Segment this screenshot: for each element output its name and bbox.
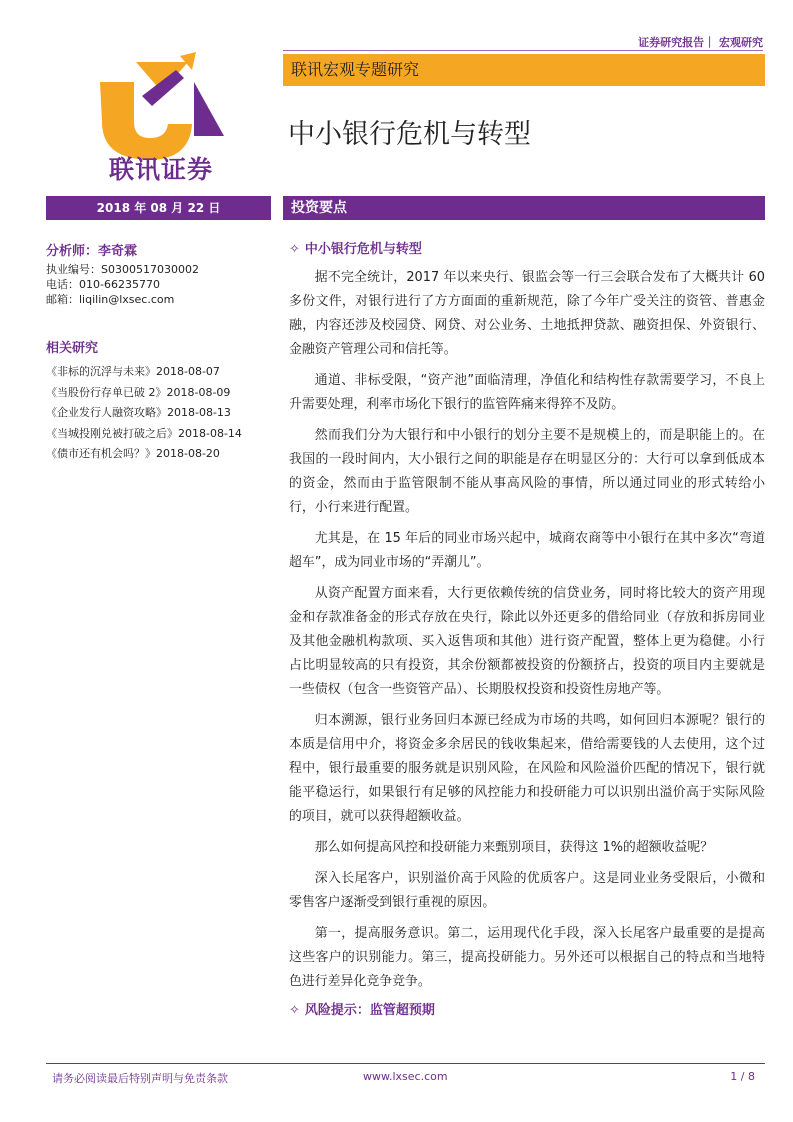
body-paragraph: 通道、非标受限，“资产池”面临清理，净值化和结构性存款需要学习，不良上升需要处理，利率市场化下银行的监管阵痛来得猝不及防。 bbox=[289, 373, 765, 412]
section-title-text: 中小银行危机与转型 bbox=[304, 242, 422, 257]
body-paragraph: 深入长尾客户，识别溢价高于风险的优质客户。这是同业业务受限后，小微和零售客户逐渐受到银行重视的原因。 bbox=[289, 871, 765, 910]
related-research-item: 《债市还有机会吗？》2018-08-20 bbox=[46, 447, 220, 460]
logo-wordmark: 联讯证券 bbox=[108, 155, 213, 184]
related-research-item: 《当股份行存单已破 2》2018-08-09 bbox=[46, 385, 231, 399]
footer-divider bbox=[46, 1063, 765, 1064]
header-divider bbox=[283, 50, 763, 51]
body-paragraph: 尤其是，在 15 年后的同业市场兴起中，城商农商等中小银行在其中多次“弯道超车”，成为同业市场的“弄潮儿”。 bbox=[289, 531, 765, 570]
page-number: 1 / 8 bbox=[730, 1070, 755, 1083]
body-paragraph: 第一，提高服务意识。第二，运用现代化手段，深入长尾客户最重要的是提高这些客户的识别能力。第三，提高投研能力。另外还可以根据自己的特点和当地特色进行差异化竞争竞争。 bbox=[289, 926, 765, 989]
body-paragraph: 然而我们分为大银行和中小银行的划分主要不是规模上的，而是职能上的。在我国的一段时间内，大小银行之间的职能是存在明显区分的：大行可以拿到低成本的资金，然而由于监管限制不能从事高风险的事情，所以通过同业的形式转给小行，小行来进行配置。 bbox=[289, 428, 765, 515]
related-research-item: 《当城投刚兑被打破之后》2018-08-14 bbox=[46, 426, 242, 440]
body-paragraph: 从资产配置方面来看，大行更依赖传统的信贷业务，同时将比较大的资产用现金和存款准备金的形式存放在央行，除此以外还更多的借给同业（存放和拆房同业及其他金融机构款项、买入返售项和其他）进行资产配置，整体上更为稳健。小行占比明显较高的只有投资，其余份额都被投资的份额挤占，投资的项目内主要就是一些债权（包含一些资管产品）、长期股权投资和投资性房地产等。 bbox=[289, 586, 765, 697]
series-banner: 联讯宏观专题研究 bbox=[283, 54, 765, 86]
diamond-bullet-icon: ✧ bbox=[289, 1003, 300, 1018]
report-category-tag: 证券研究报告｜ 宏观研究 bbox=[638, 36, 763, 49]
risk-heading bbox=[289, 1001, 765, 1021]
analyst-phone: 电话：010-66235770 bbox=[46, 278, 160, 291]
body-paragraph: 那么如何提高风控和投研能力来甄别项目，获得这 1%的超额收益呢？ bbox=[314, 840, 714, 855]
sidebar bbox=[46, 244, 271, 465]
footer-disclaimer: 请务必阅读最后特别声明与免责条款 bbox=[52, 1072, 228, 1085]
analyst-email: 邮箱：liqilin@lxsec.com bbox=[46, 293, 175, 306]
diamond-bullet-icon: ✧ bbox=[289, 242, 300, 257]
main-content bbox=[289, 240, 765, 1027]
investment-highlights-bar: 投资要点 bbox=[283, 196, 765, 220]
section-heading bbox=[289, 240, 765, 260]
analyst-license: 执业编号：S0300517030002 bbox=[46, 263, 199, 276]
body-paragraph: 归本溯源，银行业务回归本源已经成为市场的共鸣，如何回归本源呢？银行的本质是信用中介，将资金多余居民的钱收集起来，借给需要钱的人去使用，这个过程中，银行最重要的服务就是识别风险，在风险和风险溢价匹配的情况下，银行就能平稳运行，如果银行有足够的风控能力和投研能力可以识别出溢价高于实际风险的项目，就可以获得超额收益。 bbox=[289, 713, 765, 824]
analyst-name: 分析师：李奇霖 bbox=[46, 244, 138, 259]
risk-title-text: 风险提示：监管超预期 bbox=[304, 1003, 435, 1018]
footer-website-link[interactable]: www.lxsec.com bbox=[363, 1070, 448, 1083]
related-research-item: 《企业发行人融资攻略》2018-08-13 bbox=[46, 406, 231, 419]
related-research-heading: 相关研究 bbox=[46, 341, 99, 356]
related-research-item: 《非标的沉浮与未来》2018-08-07 bbox=[46, 365, 220, 378]
report-date: 2018 年 08 月 22 日 bbox=[46, 196, 271, 220]
body-paragraph: 据不完全统计，2017 年以来央行、银监会等一行三会联合发布了大概共计 60 多份文件，对银行进行了方方面面的重新规范，除了今年广受关注的资管、普惠金融，内容还涉及校园贷、网贷、对公业务、土地抵押贷款、融资担保、外资银行、金融资产管理公司和信托等。 bbox=[289, 270, 765, 357]
page-title: 中小银行危机与转型 bbox=[288, 119, 531, 150]
